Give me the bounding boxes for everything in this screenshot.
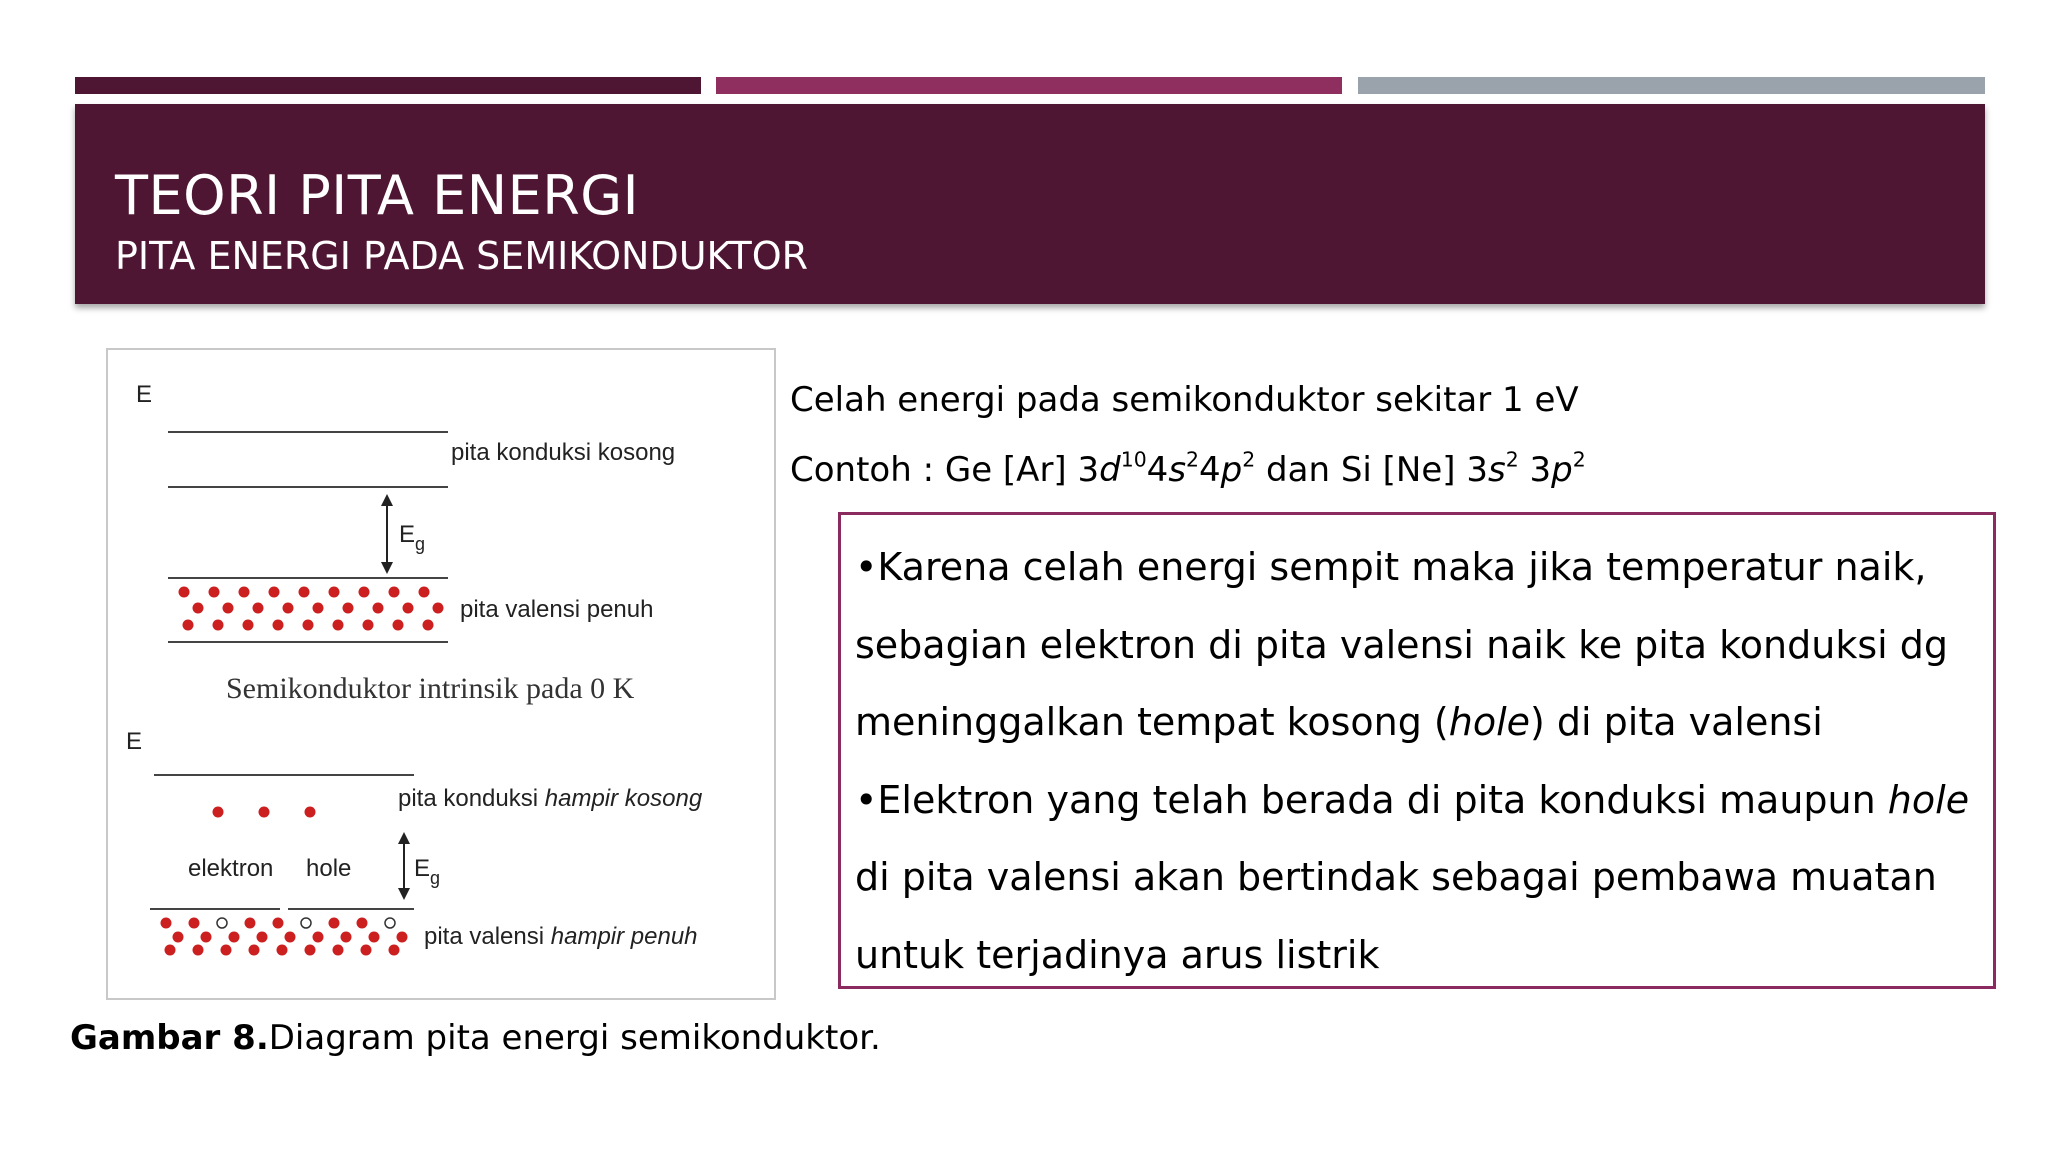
slide-title: TEORI PITA ENERGI — [115, 164, 640, 227]
electron-dot — [213, 807, 224, 818]
electron-dot — [329, 918, 340, 929]
electron-dot — [209, 587, 220, 598]
electron-dot — [245, 918, 256, 929]
energy-axis-label-bottom: E — [126, 728, 143, 755]
electron-dot — [277, 945, 288, 956]
electron-dot — [373, 603, 384, 614]
electron-dot — [305, 945, 316, 956]
electron-dot — [257, 932, 268, 943]
electron-dot — [253, 603, 264, 614]
figure-caption-number: Gambar 8. — [70, 1018, 269, 1058]
electron-dot — [393, 620, 404, 631]
electron-dot — [341, 932, 352, 943]
electron-dot — [221, 945, 232, 956]
band-diagram-figure — [106, 348, 776, 1000]
electron-dot — [361, 945, 372, 956]
energy-axis-label-top: E — [136, 381, 153, 408]
electron-dot — [285, 932, 296, 943]
electron-dot — [389, 945, 400, 956]
valence-band-label-bottom: pita valensi hampir penuh — [424, 923, 698, 950]
electron-configuration-example: Contoh : Ge [Ar] $3d^{10}4s^24p^2$ dan Si [Ne] $3s^2$ $3p^2$ — [790, 447, 1586, 490]
electron-dot — [213, 620, 224, 631]
electron-dot — [433, 603, 444, 614]
electron-dot — [161, 918, 172, 929]
band-gap-label-bottom: $E_g$ — [414, 855, 441, 888]
electron-dot — [363, 620, 374, 631]
hole-label: hole — [306, 855, 352, 882]
electron-dot — [223, 603, 234, 614]
bullet-item-1: •Karena celah energi sempit maka jika temperatur naik, sebagian elektron di pita valensi naik ke pita konduksi dg meninggalkan tempat kosong (hole) di pita valensi — [855, 545, 1949, 744]
electron-dot — [283, 603, 294, 614]
electron-dot — [249, 945, 260, 956]
electron-dot — [403, 603, 414, 614]
electron-dot — [333, 620, 344, 631]
band-gap-arrowhead-up-bottom — [398, 832, 410, 844]
valence-band-label-top: pita valensi penuh — [460, 596, 654, 623]
electron-dot — [259, 807, 270, 818]
accent-bar-gray — [1358, 77, 1985, 94]
electron-dot — [193, 603, 204, 614]
explanation-box — [838, 512, 1996, 989]
electron-dot — [269, 587, 280, 598]
electron-dot — [369, 932, 380, 943]
accent-bar-dark — [75, 77, 701, 94]
electron-dot — [201, 932, 212, 943]
electron-dot — [299, 587, 310, 598]
electron-dot — [359, 587, 370, 598]
electron-dot — [343, 603, 354, 614]
electron-dot — [419, 587, 430, 598]
electron-dot — [183, 620, 194, 631]
title-band — [75, 104, 1985, 304]
bullet-item-2: •Elektron yang telah berada di pita konduksi maupun hole di pita valensi akan bertindak sebagai pembawa muatan untuk terjadinya arus listrik — [855, 777, 1970, 977]
electron-dot — [273, 620, 284, 631]
band-gap-arrowhead-down-bottom — [398, 888, 410, 900]
band-diagram — [108, 350, 774, 998]
electron-dot — [397, 932, 408, 943]
electron-dot — [179, 587, 190, 598]
electron-dot — [173, 932, 184, 943]
conduction-band-label-bottom: pita konduksi hampir kosong — [398, 785, 703, 812]
valence-electrons-bottom — [161, 918, 408, 956]
electron-dot — [273, 918, 284, 929]
band-gap-arrowhead-down-top — [381, 562, 393, 574]
electron-dot — [305, 807, 316, 818]
electron-dot — [165, 945, 176, 956]
band-gap-label-top: $E_g$ — [399, 521, 426, 554]
electron-dot — [229, 932, 240, 943]
hole-dot — [385, 918, 395, 928]
electron-dot — [189, 918, 200, 929]
slide-subtitle: PITA ENERGI PADA SEMIKONDUKTOR — [115, 234, 809, 278]
electron-dot — [313, 603, 324, 614]
band-gap-arrowhead-up-top — [381, 494, 393, 506]
electron-dot — [193, 945, 204, 956]
electron-dot — [313, 932, 324, 943]
conduction-band-label-top: pita konduksi kosong — [451, 439, 676, 466]
electron-dot — [357, 918, 368, 929]
electron-dot — [243, 620, 254, 631]
hole-dot — [217, 918, 227, 928]
explanation-text — [855, 529, 1990, 994]
figure-caption-text: Diagram pita energi semikonduktor. — [268, 1018, 881, 1058]
valence-electrons-top — [179, 587, 444, 631]
conduction-electrons — [213, 807, 316, 818]
electron-dot — [423, 620, 434, 631]
band-gap-statement: Celah energi pada semikonduktor sekitar 1 eV — [790, 380, 1579, 420]
electron-label: elektron — [188, 855, 274, 882]
electron-dot — [333, 945, 344, 956]
figure-caption — [70, 1018, 881, 1058]
top-diagram-caption: Semikonduktor intrinsik pada 0 K — [226, 672, 635, 705]
electron-dot — [239, 587, 250, 598]
hole-dot — [301, 918, 311, 928]
electron-dot — [389, 587, 400, 598]
electron-dot — [303, 620, 314, 631]
accent-bar-magenta — [716, 77, 1342, 94]
electron-dot — [329, 587, 340, 598]
